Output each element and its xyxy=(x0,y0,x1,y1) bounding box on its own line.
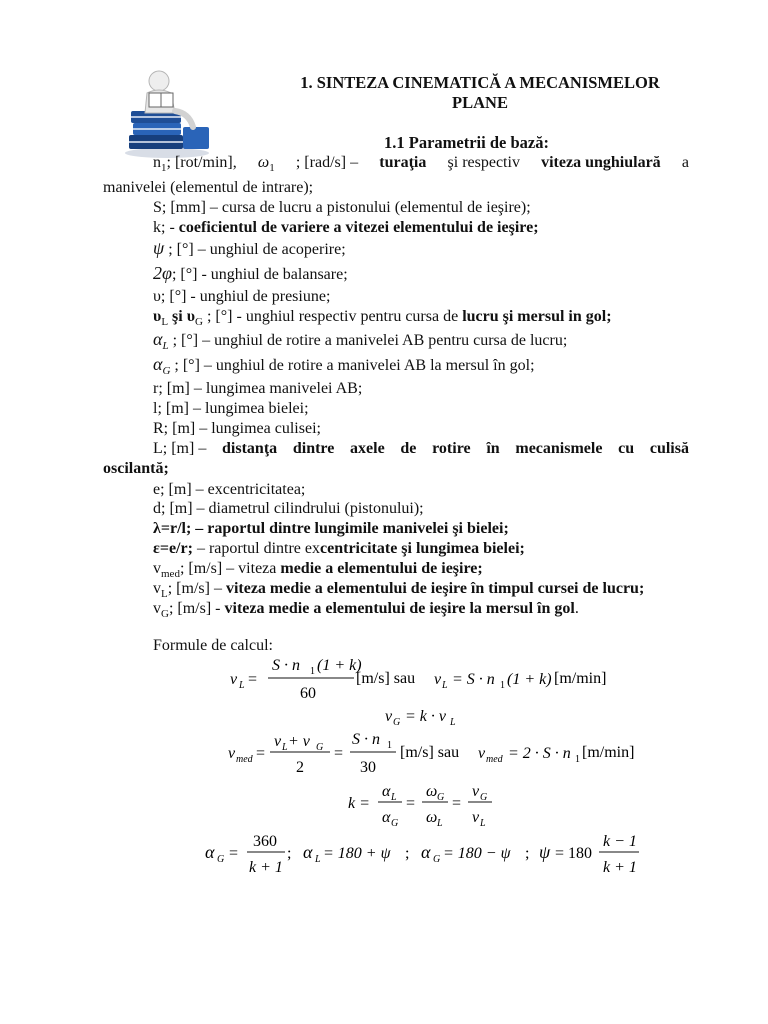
svg-text:k =: k = xyxy=(348,795,370,812)
svg-text:= k · v: = k · v xyxy=(405,708,446,725)
param-L-line2: oscilantă; xyxy=(103,460,169,477)
svg-text:=: = xyxy=(256,745,266,762)
svg-text:2: 2 xyxy=(296,759,304,776)
svg-text:[m/s] sau: [m/s] sau xyxy=(400,744,460,761)
svg-text:L: L xyxy=(315,854,321,865)
param-R: R; [m] – lungimea culisei; xyxy=(153,420,321,437)
param-vmed: $v_{med}$; [m/s] – viteza medie a elementului de ieşire; xyxy=(153,560,483,581)
svg-text:G: G xyxy=(480,792,488,803)
svg-text:G: G xyxy=(437,792,445,803)
formula-k xyxy=(346,780,506,830)
param-r: r; [m] – lungimea manivelei AB; xyxy=(153,380,363,397)
svg-text:;: ; xyxy=(287,845,292,862)
svg-text:[m/s] sau: [m/s] sau xyxy=(356,670,416,687)
param-vL: $v_L$; [m/s] – viteza medie a elementului de ieşire în timpul cursei de lucru; xyxy=(153,580,645,601)
svg-text:;: ; xyxy=(525,845,530,862)
param-nu: υ; [°] - unghiul de presiune; xyxy=(153,288,331,305)
svg-text:v: v xyxy=(472,783,480,800)
svg-text:v: v xyxy=(230,671,238,688)
svg-text:α: α xyxy=(303,842,313,862)
chapter-title: 1. SINTEZA CINEMATICĂ A MECANISMELOR PLANE xyxy=(300,73,660,112)
svg-text:= 180 + ψ: = 180 + ψ xyxy=(323,845,391,862)
svg-text:S · n: S · n xyxy=(272,657,300,674)
svg-text:v: v xyxy=(228,745,236,762)
svg-text:360: 360 xyxy=(253,833,277,850)
svg-text:v: v xyxy=(385,708,393,725)
svg-text:1: 1 xyxy=(387,740,392,751)
svg-text:1: 1 xyxy=(575,754,580,765)
svg-text:k + 1: k + 1 xyxy=(249,859,283,876)
formulas-heading: Formule de calcul: xyxy=(153,637,273,654)
formula-angles xyxy=(203,830,663,880)
svg-text:G: G xyxy=(391,818,399,829)
svg-text:α: α xyxy=(205,842,215,862)
formula-vG xyxy=(383,704,473,728)
svg-text:60: 60 xyxy=(300,685,316,702)
section-subtitle: 1.1 Parametrii de bază: xyxy=(384,133,549,152)
param-d: d; [m] – diametrul cilindrului (pistonului); xyxy=(153,500,424,517)
svg-text:ψ: ψ xyxy=(539,842,551,862)
svg-text:v: v xyxy=(434,671,442,688)
svg-text:+ v: + v xyxy=(288,733,310,750)
svg-text:S · n: S · n xyxy=(352,731,380,748)
param-psi: ψ ; [°] – unghiul de acoperire; xyxy=(153,238,346,258)
svg-text:L: L xyxy=(450,717,456,728)
svg-text:(1 + k): (1 + k) xyxy=(317,657,362,674)
svg-text:ω: ω xyxy=(426,809,438,826)
param-L-line1: L; [m] – distanţa dintre axele de rotire în mecanismele cu culisă xyxy=(153,440,689,457)
formula-vL xyxy=(228,652,628,704)
svg-text:v: v xyxy=(274,733,282,750)
param-e: e; [m] – excentricitatea; xyxy=(153,481,306,498)
formula-vmed xyxy=(226,730,646,778)
param-alphaL: $\alpha_L$ ; [°] – unghiul de rotire a manivelei AB pentru cursa de lucru; xyxy=(153,329,568,353)
svg-text:G: G xyxy=(433,854,441,865)
param-alphaG: $\alpha_G$ ; [°] – unghiul de rotire a manivelei AB la mersul în gol; xyxy=(153,354,535,378)
param-nuL-nuG: $\upsilon_L$ şi $\upsilon_G$ ; [°] - unghiul respectiv pentru cursa de lucru şi mersul in gol; xyxy=(153,308,612,329)
svg-text:[m/min]: [m/min] xyxy=(554,670,607,687)
svg-text:α: α xyxy=(421,842,431,862)
svg-text:[m/min]: [m/min] xyxy=(582,744,635,761)
svg-text:=: = xyxy=(229,845,239,862)
param-S: S; [mm] – cursa de lucru a pistonului (elementul de ieşire); xyxy=(153,199,531,216)
svg-text:med: med xyxy=(486,754,503,765)
svg-text:v: v xyxy=(478,745,486,762)
svg-text:L: L xyxy=(391,792,397,803)
svg-text:= 180: = 180 xyxy=(555,845,593,862)
svg-text:30: 30 xyxy=(360,759,376,776)
svg-text:k − 1: k − 1 xyxy=(603,833,637,850)
param-l: l; [m] – lungimea bielei; xyxy=(153,400,309,417)
svg-text:= S · n: = S · n xyxy=(452,671,495,688)
svg-text:1: 1 xyxy=(310,666,315,677)
svg-text:med: med xyxy=(236,754,253,765)
svg-text:L: L xyxy=(442,680,448,691)
svg-text:;: ; xyxy=(405,845,410,862)
svg-text:=: = xyxy=(334,745,344,762)
svg-text:= 2 · S · n: = 2 · S · n xyxy=(508,745,571,762)
param-phi: 2φ; [°] - unghiul de balansare; xyxy=(153,263,348,283)
svg-text:k + 1: k + 1 xyxy=(603,859,637,876)
svg-text:G: G xyxy=(217,854,225,865)
param-n1-line1: $n_1$; [rot/min], $\omega_1$ ; [rad/s] – turaţia şi respectiv viteza unghiulară a xyxy=(153,154,689,175)
svg-text:L: L xyxy=(282,742,288,753)
reading-figure-logo xyxy=(117,67,217,159)
param-n1-line2: manivelei (elementul de intrare); xyxy=(103,179,314,196)
svg-text:v: v xyxy=(472,809,480,826)
svg-text:ω: ω xyxy=(426,783,438,800)
svg-text:G: G xyxy=(393,717,401,728)
svg-text:L: L xyxy=(480,818,486,829)
svg-text:L: L xyxy=(239,680,245,691)
svg-text:=: = xyxy=(452,795,462,812)
svg-text:=: = xyxy=(406,795,416,812)
svg-text:L: L xyxy=(437,818,443,829)
svg-text:=: = xyxy=(248,671,258,688)
param-lambda: λ=r/l; – raportul dintre lungimile manivelei şi bielei; xyxy=(153,520,509,537)
svg-text:α: α xyxy=(382,809,391,826)
svg-text:1: 1 xyxy=(500,680,505,691)
param-epsilon: ε=e/r; – raportul dintre excentricitate şi lungimea bielei; xyxy=(153,540,525,557)
param-k: k; - coeficientul de variere a vitezei elementului de ieşire; xyxy=(153,219,539,236)
param-vG: $v_G$; [m/s] - viteza medie a elementului de ieşire la mersul în gol. xyxy=(153,600,579,621)
svg-text:(1 + k): (1 + k) xyxy=(507,671,552,688)
svg-text:G: G xyxy=(316,742,324,753)
svg-text:α: α xyxy=(382,783,391,800)
svg-text:= 180 − ψ: = 180 − ψ xyxy=(443,845,511,862)
